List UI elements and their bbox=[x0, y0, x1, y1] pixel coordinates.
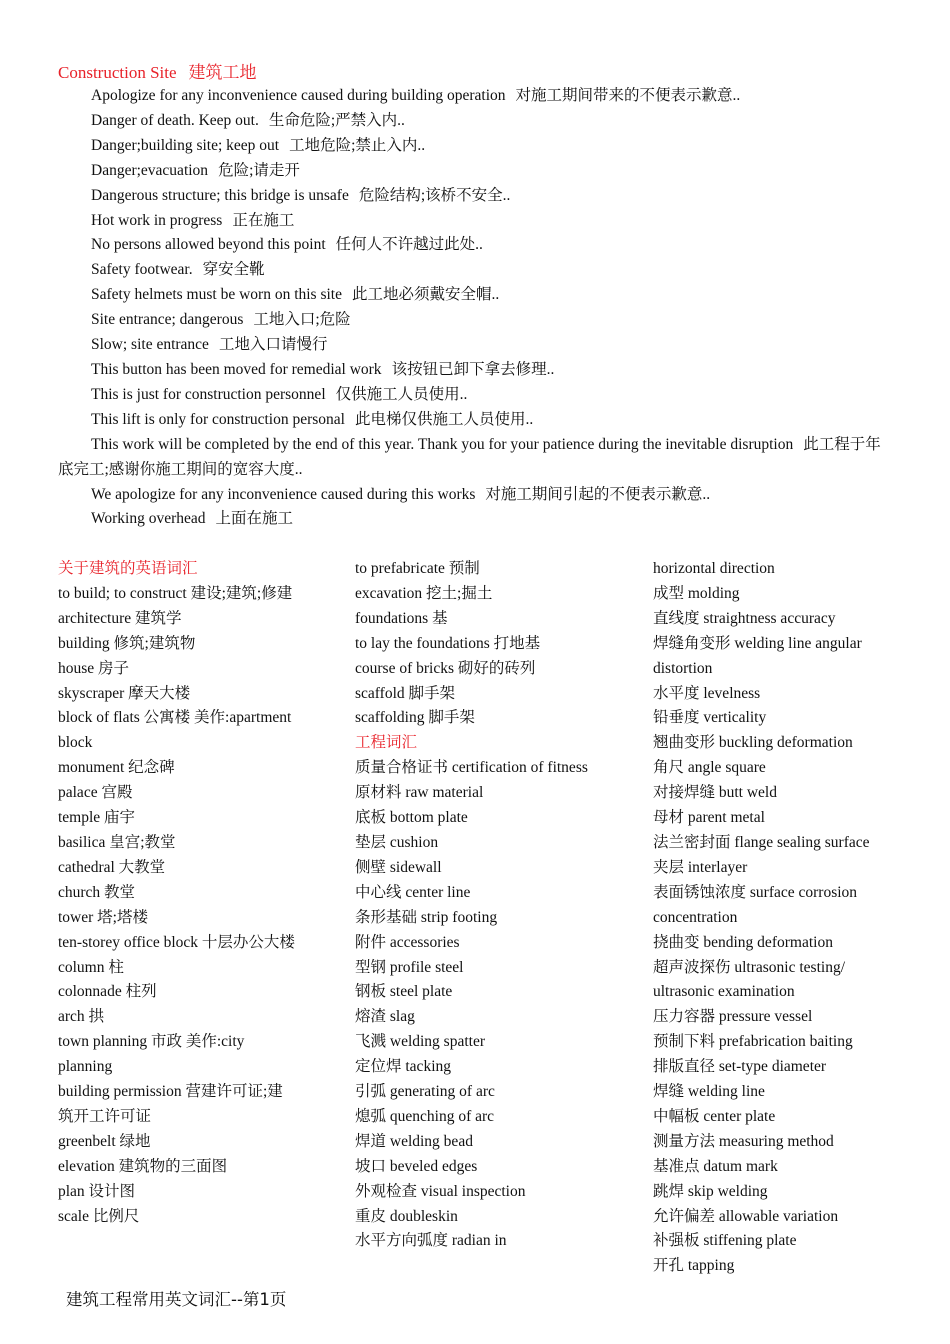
phrase-english: Danger;building site; keep out bbox=[91, 136, 280, 154]
vocab-entry: 焊缝角变形 welding line angular distortion bbox=[653, 634, 862, 677]
sign-phrase-list bbox=[58, 84, 894, 532]
vocab-entry: 飞溅 welding spatter bbox=[355, 1033, 486, 1051]
vocab-entry: scaffolding 脚手架 bbox=[355, 709, 475, 727]
vocab-entry: 熔渣 slag bbox=[355, 1008, 415, 1026]
vocab-entry: greenbelt 绿地 bbox=[58, 1132, 151, 1150]
vocab-entry: tower 塔;塔楼 bbox=[58, 908, 148, 926]
vocab-entry: elevation 建筑物的三面图 bbox=[58, 1157, 228, 1175]
phrase-chinese: 此电梯仅供施工人员使用.. bbox=[355, 410, 534, 428]
sign-phrase bbox=[58, 308, 894, 333]
sign-phrase bbox=[58, 383, 894, 408]
sign-phrase bbox=[58, 134, 894, 159]
vocab-entry: 成型 molding bbox=[653, 584, 740, 602]
section-heading bbox=[58, 58, 257, 83]
sign-phrase bbox=[58, 333, 894, 358]
section-heading-en: Construction Site bbox=[58, 63, 177, 82]
phrase-chinese: 对施工期间引起的不便表示歉意.. bbox=[485, 485, 711, 503]
vocab-entry: 超声波探伤 ultrasonic testing/ ultrasonic examination bbox=[653, 958, 846, 1001]
vocab-entry: 条形基础 strip footing bbox=[355, 908, 498, 926]
phrase-chinese: 危险;请走开 bbox=[218, 161, 300, 179]
vocab-entry: 对接焊缝 butt weld bbox=[653, 784, 777, 802]
sign-phrase bbox=[58, 159, 894, 184]
page-footer: 建筑工程常用英文词汇--第1页 bbox=[66, 1290, 287, 1309]
sign-phrase bbox=[58, 433, 894, 483]
phrase-english: Slow; site entrance bbox=[91, 336, 209, 354]
phrase-english: Safety helmets must be worn on this site bbox=[91, 286, 342, 304]
phrase-english: Site entrance; dangerous bbox=[91, 311, 244, 329]
phrase-chinese: 工地入口;危险 bbox=[253, 311, 351, 329]
vocab-entry: 型钢 profile steel bbox=[355, 958, 464, 976]
vocab-entry: 测量方法 measuring method bbox=[653, 1132, 834, 1150]
vocab-entry: 跳焊 skip welding bbox=[653, 1182, 768, 1200]
phrase-english: This work will be completed by the end of this year. Thank you for your patience during the inevitable disruption bbox=[91, 435, 794, 453]
vocab-entry: 基准点 datum mark bbox=[653, 1157, 778, 1175]
vocab-entry: building permission 营建许可证;建筑开工许可证 bbox=[58, 1083, 283, 1125]
sign-phrase bbox=[58, 283, 894, 308]
sign-phrase bbox=[58, 209, 894, 234]
vocab-entry: 法兰密封面 flange sealing surface bbox=[653, 833, 870, 851]
vocab-entry: 重皮 doubleskin bbox=[355, 1207, 458, 1225]
phrase-english: Danger;evacuation bbox=[91, 161, 209, 179]
vocab-entry: course of bricks 砌好的砖列 bbox=[355, 659, 536, 677]
vocab-entry: 中心线 center line bbox=[355, 883, 471, 901]
vocab-entry: ten-storey office block 十层办公大楼 bbox=[58, 933, 295, 951]
phrase-english: Hot work in progress bbox=[91, 211, 223, 229]
vocab-entry: 中幅板 center plate bbox=[653, 1107, 776, 1125]
vocab-entry: 预制下料 prefabrication baiting bbox=[653, 1033, 853, 1051]
vocab-entry: arch 拱 bbox=[58, 1008, 105, 1026]
vocab-entry: 外观检查 visual inspection bbox=[355, 1182, 526, 1200]
vocab-entry: 原材料 raw material bbox=[355, 784, 484, 802]
vocab-entry: 挠曲变 bending deformation bbox=[653, 933, 833, 951]
vocab-entry: architecture 建筑学 bbox=[58, 609, 182, 627]
sign-phrase bbox=[58, 109, 894, 134]
phrase-english: No persons allowed beyond this point bbox=[91, 236, 326, 254]
vocab-entry: house 房子 bbox=[58, 659, 130, 677]
vocab-entry: column 柱 bbox=[58, 958, 124, 976]
phrase-chinese: 仅供施工人员使用.. bbox=[335, 385, 468, 403]
vocab-entry: monument 纪念碑 bbox=[58, 759, 175, 777]
vocab-entry: basilica 皇宫;教堂 bbox=[58, 833, 176, 851]
phrase-english: Dangerous structure; this bridge is unsafe bbox=[91, 186, 349, 204]
vocab-column-3 bbox=[653, 557, 897, 1279]
phrase-chinese: 上面在施工 bbox=[215, 510, 294, 528]
vocab-heading: 关于建筑的英语词汇 bbox=[58, 560, 198, 577]
vocab-entry: skyscraper 摩天大楼 bbox=[58, 684, 191, 702]
vocab-entry: 底板 bottom plate bbox=[355, 809, 468, 827]
sign-phrase bbox=[58, 483, 894, 508]
vocab-entry: 水平方向弧度 radian in bbox=[355, 1232, 507, 1250]
vocab-entry: 排版直径 set-type diameter bbox=[653, 1058, 827, 1076]
vocab-entry: 翘曲变形 buckling deformation bbox=[653, 734, 853, 752]
vocab-entry: horizontal direction bbox=[653, 560, 775, 577]
phrase-english: We apologize for any inconvenience caused during this works bbox=[91, 485, 476, 503]
vocab-entry: scaffold 脚手架 bbox=[355, 684, 456, 702]
phrase-english: Danger of death. Keep out. bbox=[91, 111, 259, 129]
phrase-chinese: 危险结构;该桥不安全.. bbox=[358, 186, 511, 204]
sign-phrase bbox=[58, 358, 894, 383]
vocab-entry: 引弧 generating of arc bbox=[355, 1083, 495, 1101]
phrase-english: Working overhead bbox=[91, 510, 206, 528]
phrase-chinese: 对施工期间带来的不便表示歉意.. bbox=[515, 87, 741, 104]
vocab-entry: 定位焊 tacking bbox=[355, 1058, 451, 1076]
vocab-entry: 水平度 levelness bbox=[653, 684, 761, 702]
vocab-entry: 压力容器 pressure vessel bbox=[653, 1008, 813, 1026]
vocab-entry: church 教堂 bbox=[58, 883, 136, 901]
vocab-entry: plan 设计图 bbox=[58, 1182, 136, 1200]
vocab-entry: 坡口 beveled edges bbox=[355, 1157, 478, 1175]
vocab-entry: scale 比例尺 bbox=[58, 1207, 140, 1225]
vocab-column-1 bbox=[58, 557, 298, 1229]
phrase-english: This button has been moved for remedial work bbox=[91, 360, 382, 378]
vocab-entry: to lay the foundations 打地基 bbox=[355, 634, 541, 652]
vocab-entry: excavation 挖土;掘土 bbox=[355, 584, 493, 602]
phrase-english: Apologize for any inconvenience caused during building operation bbox=[91, 87, 506, 104]
section-heading-cn: 建筑工地 bbox=[188, 63, 257, 82]
vocab-entry: palace 宫殿 bbox=[58, 784, 133, 802]
vocab-heading: 工程词汇 bbox=[355, 734, 418, 752]
phrase-chinese: 工地入口请慢行 bbox=[218, 336, 328, 354]
phrase-chinese: 此工程于年底完工;感谢你施工期间的宽容大度.. bbox=[58, 435, 881, 478]
vocab-entry: foundations 基 bbox=[355, 609, 448, 627]
vocab-entry: 垫层 cushion bbox=[355, 833, 439, 851]
phrase-english: Safety footwear. bbox=[91, 261, 193, 279]
phrase-chinese: 生命危险;严禁入内.. bbox=[268, 111, 405, 129]
sign-phrase bbox=[58, 408, 894, 433]
vocab-entry: block of flats 公寓楼 美作:apartment block bbox=[58, 709, 292, 752]
sign-phrase bbox=[58, 184, 894, 209]
vocab-entry: 直线度 straightness accuracy bbox=[653, 609, 836, 627]
vocab-entry: 允许偏差 allowable variation bbox=[653, 1207, 839, 1225]
vocab-entry: to build; to construct 建设;建筑;修建 bbox=[58, 584, 293, 602]
vocab-entry: colonnade 柱列 bbox=[58, 983, 157, 1001]
vocab-entry: temple 庙宇 bbox=[58, 809, 136, 827]
vocab-entry: 侧壁 sidewall bbox=[355, 858, 442, 876]
vocab-entry: 焊道 welding bead bbox=[355, 1132, 473, 1150]
phrase-chinese: 此工地必须戴安全帽.. bbox=[351, 286, 500, 304]
vocab-entry: building 修筑;建筑物 bbox=[58, 634, 196, 652]
vocab-entry: 夹层 interlayer bbox=[653, 858, 748, 876]
phrase-chinese: 穿安全靴 bbox=[202, 261, 265, 279]
vocab-column-2 bbox=[355, 557, 630, 1254]
phrase-chinese: 工地危险;禁止入内.. bbox=[289, 136, 426, 154]
sign-phrase bbox=[58, 507, 894, 532]
phrase-english: This is just for construction personnel bbox=[91, 385, 326, 403]
vocab-entry: 角尺 angle square bbox=[653, 759, 766, 777]
phrase-english: This lift is only for construction personal bbox=[91, 410, 345, 428]
vocab-entry: 熄弧 quenching of arc bbox=[355, 1107, 495, 1125]
vocab-entry: 铅垂度 verticality bbox=[653, 709, 767, 727]
vocab-entry: 表面锈蚀浓度 surface corrosion concentration bbox=[653, 883, 858, 926]
vocab-entry: 钢板 steel plate bbox=[355, 983, 453, 1001]
vocab-entry: cathedral 大教堂 bbox=[58, 858, 166, 876]
vocab-entry: 开孔 tapping bbox=[653, 1257, 735, 1275]
phrase-chinese: 任何人不许越过此处.. bbox=[335, 236, 483, 254]
vocab-entry: 焊缝 welding line bbox=[653, 1083, 765, 1101]
phrase-chinese: 正在施工 bbox=[232, 211, 295, 229]
sign-phrase bbox=[58, 258, 894, 283]
vocab-entry: 附件 accessories bbox=[355, 933, 460, 951]
vocab-entry: 母材 parent metal bbox=[653, 809, 765, 827]
vocab-entry: 质量合格证书 certification of fitness bbox=[355, 759, 588, 777]
vocab-entry: to prefabricate 预制 bbox=[355, 560, 480, 577]
sign-phrase bbox=[58, 84, 894, 109]
sign-phrase bbox=[58, 233, 894, 258]
vocab-entry: 补强板 stiffening plate bbox=[653, 1232, 797, 1250]
vocab-entry: town planning 市政 美作:city planning bbox=[58, 1033, 245, 1076]
phrase-chinese: 该按钮已卸下拿去修理.. bbox=[391, 360, 555, 378]
